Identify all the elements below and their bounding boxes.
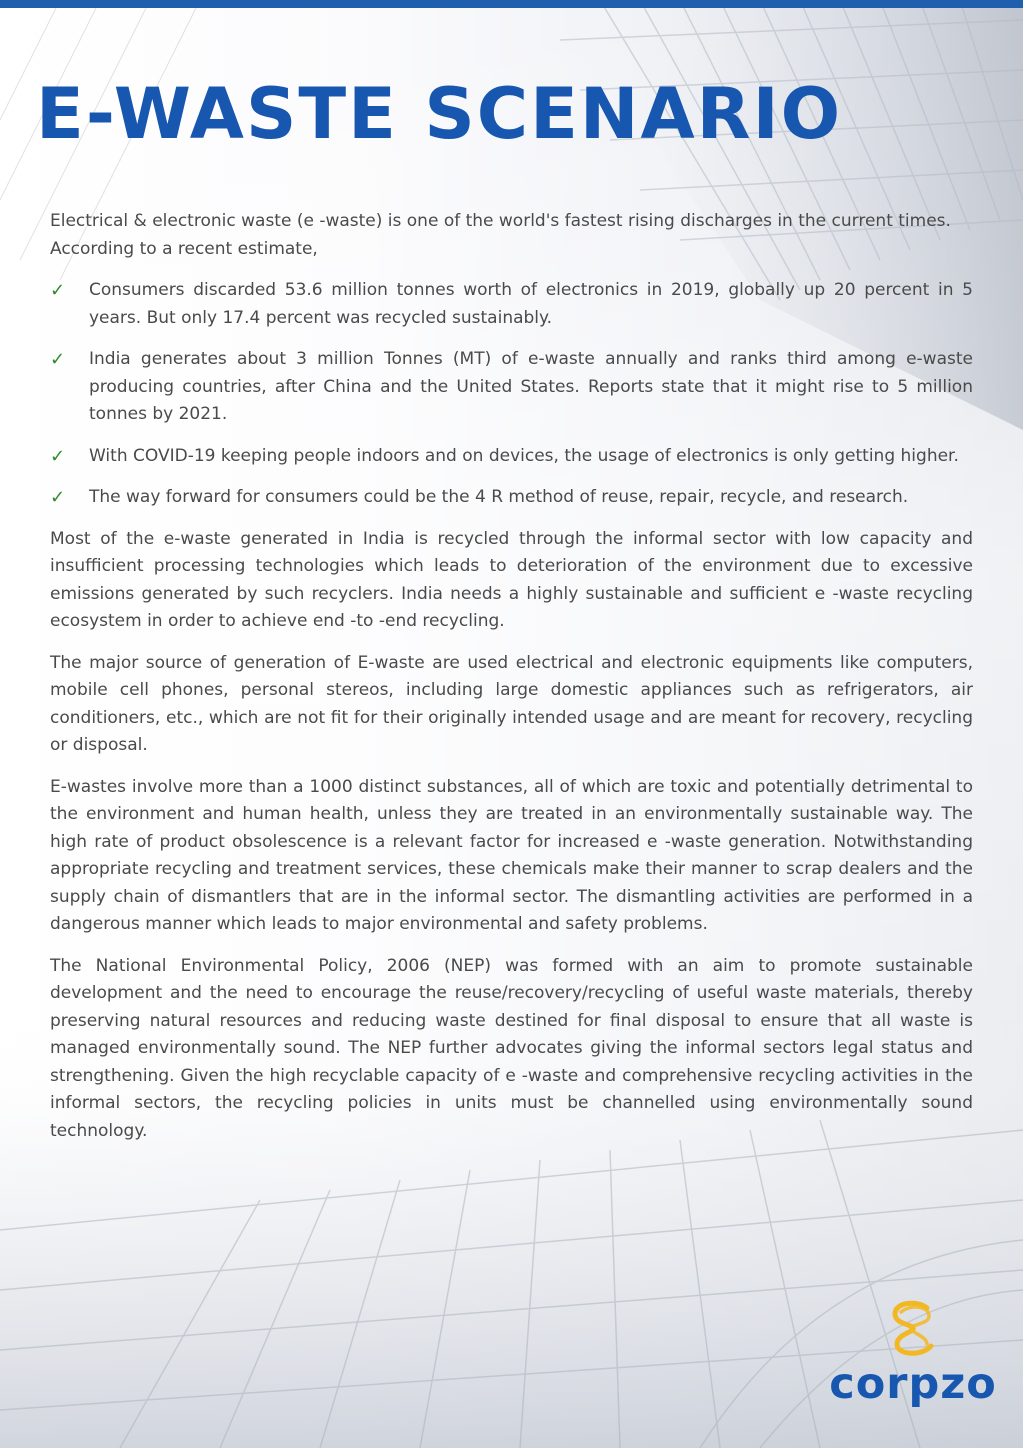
corpzo-logo (818, 1298, 1008, 1418)
list-item-text: Consumers discarded 53.6 million tonnes worth of electronics in 2019, globally up 20 percent in 5 years. But only 17.4 percent was recycled sustainably. (89, 280, 973, 328)
body-paragraph: The National Environmental Policy, 2006 (NEP) was formed with an aim to promote sustainable development and the need to encourage the reuse/recovery/recycling of useful waste materials, thereby preserving natural resources and reducing waste destined for final disposal to ensure that all waste is managed environmentally sound. The NEP further advocates giving the informal sectors legal status and strengthening. Given the high recyclable capacity of e -waste and comprehensive recycling activities in the informal sectors, the recycling policies in units must be channelled using environmentally sound technology. (50, 955, 973, 1141)
page-title: E-WASTE SCENARIO (36, 73, 843, 155)
estimate-checklist (50, 277, 973, 512)
list-item (50, 346, 973, 429)
corpzo-logo-mark-icon (883, 1298, 943, 1358)
body-content (50, 208, 973, 1159)
list-item (50, 484, 973, 512)
top-accent-bar (0, 0, 1023, 8)
checkmark-icon: ✓ (50, 280, 66, 301)
list-item (50, 443, 973, 471)
checkmark-icon: ✓ (50, 487, 66, 508)
checkmark-icon: ✓ (50, 445, 66, 467)
body-paragraph: E-wastes involve more than a 1000 distinct substances, all of which are toxic and potentially detrimental to the environment and human health, unless they are treated in an environmentally sustainable way. The high rate of product obsolescence is a relevant factor for increased e -waste generation. Notwithstanding appropriate recycling and treatment services, these chemicals make their manner to scrap dealers and the supply chain of dismantlers that are in the informal sector. The dismantling activities are performed in a dangerous manner which leads to major environmental and safety problems. (50, 776, 973, 934)
intro-paragraph: Electrical & electronic waste (e -waste) is one of the world's fastest rising discharges in the current times. According to a recent estimate, (50, 211, 951, 259)
logo-wordmark: corpzo (829, 1359, 997, 1409)
body-paragraph: Most of the e-waste generated in India is recycled through the informal sector with low capacity and insufficient processing technologies which leads to deterioration of the environment due to excessive emissions generated by such recyclers. India needs a highly sustainable and sufficient e -waste recycling ecosystem in order to achieve end -to -end recycling. (50, 528, 973, 631)
list-item-text: With COVID-19 keeping people indoors and on devices, the usage of electronics is only getting higher. (89, 445, 959, 466)
list-item-text: India generates about 3 million Tonnes (MT) of e-waste annually and ranks third among e-waste producing countries, after China and the United States. Reports state that it might rise to 5 million tonnes by 2021. (89, 349, 973, 424)
checkmark-icon: ✓ (50, 349, 66, 370)
body-paragraph: The major source of generation of E-waste are used electrical and electronic equipments like computers, mobile cell phones, personal stereos, including large domestic appliances such as refrigerators, air conditioners, etc., which are not fit for their originally intended usage and are meant for recovery, recycling or disposal. (50, 652, 973, 755)
list-item-text: The way forward for consumers could be the 4 R method of reuse, repair, recycle, and research. (89, 487, 909, 507)
list-item (50, 277, 973, 332)
